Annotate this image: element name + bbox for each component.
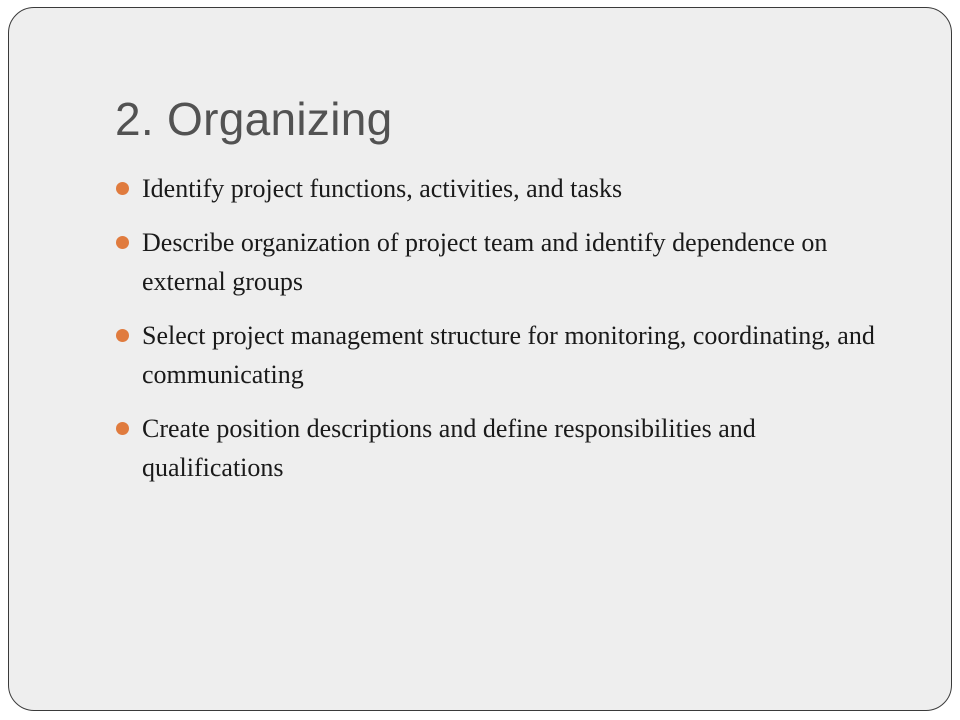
bullet-dot-icon [116, 329, 129, 342]
bullet-text: Describe organization of project team and identify dependence on external groups [142, 228, 828, 296]
bullet-dot-icon [116, 422, 129, 435]
bullet-item [114, 223, 894, 301]
bullet-text: Create position descriptions and define responsibilities and qualifications [142, 414, 756, 482]
bullet-item [114, 316, 894, 394]
bullet-dot-icon [116, 182, 129, 195]
bullet-dot-icon [116, 236, 129, 249]
slide-frame [8, 7, 952, 711]
bullet-item [114, 169, 894, 208]
bullet-list [114, 169, 894, 502]
bullet-text: Identify project functions, activities, and tasks [142, 174, 623, 203]
bullet-text: Select project management structure for monitoring, coordinating, and communicating [142, 321, 875, 389]
slide-title: 2. Organizing [115, 93, 393, 145]
bullet-item [114, 409, 894, 487]
